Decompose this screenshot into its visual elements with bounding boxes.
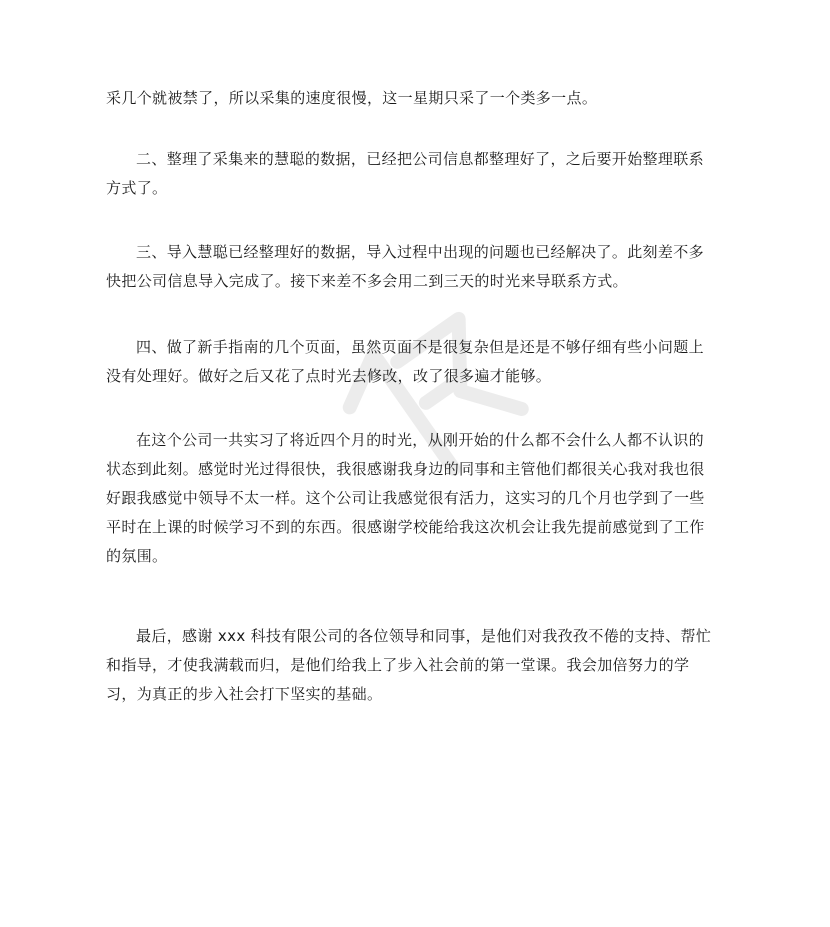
paragraph-line: 方式了。 [106, 179, 168, 197]
paragraph-line: 二、整理了采集来的慧聪的数据，已经把公司信息都整理好了，之后要开始整理联系 [136, 150, 704, 168]
paragraph-line: 没有处理好。做好之后又花了点时光去修改，改了很多遍才能够。 [106, 367, 552, 385]
paragraph-item-three [106, 238, 731, 296]
paragraph-line: 状态到此刻。感觉时光过得很快，我很感谢我身边的同事和主管他们都很关心我对我也很 [106, 460, 705, 478]
paragraph-intro-continued [106, 84, 731, 113]
paragraph-line: 采几个就被禁了，所以采集的速度很慢，这一星期只采了一个类多一点。 [106, 89, 598, 107]
paragraph-line: 在这个公司一共实习了将近四个月的时光，从刚开始的什么都不会什么人都不认识的 [136, 431, 704, 449]
paragraph-internship-summary [106, 426, 731, 571]
paragraph-line: 和指导，才使我满载而归，是他们给我上了步入社会前的第一堂课。我会加倍努力的学 [106, 656, 690, 674]
paragraph-line: 平时在上课的时候学习不到的东西。很感谢学校能给我这次机会让我先提前感觉到了工作 [106, 518, 705, 536]
paragraph-line: 四、做了新手指南的几个页面，虽然页面不是很复杂但是还是不够仔细有些小问题上 [136, 338, 704, 356]
paragraph-closing-thanks [106, 622, 731, 709]
paragraph-line: 的氛围。 [106, 547, 168, 565]
paragraph-line: 最后，感谢 xxx 科技有限公司的各位领导和同事，是他们对我孜孜不倦的支持、帮忙 [136, 627, 712, 645]
paragraph-line: 三、导入慧聪已经整理好的数据，导入过程中出现的问题也已经解决了。此刻差不多 [136, 243, 704, 261]
paragraph-line: 习，为真正的步入社会打下坚实的基础。 [106, 685, 383, 703]
paragraph-item-two [106, 145, 731, 203]
paragraph-line: 好跟我感觉中领导不太一样。这个公司让我感觉很有活力，这实习的几个月也学到了一些 [106, 489, 705, 507]
paragraph-item-four [106, 333, 731, 391]
paragraph-line: 快把公司信息导入完成了。接下来差不多会用二到三天的时光来导联系方式。 [106, 272, 628, 290]
